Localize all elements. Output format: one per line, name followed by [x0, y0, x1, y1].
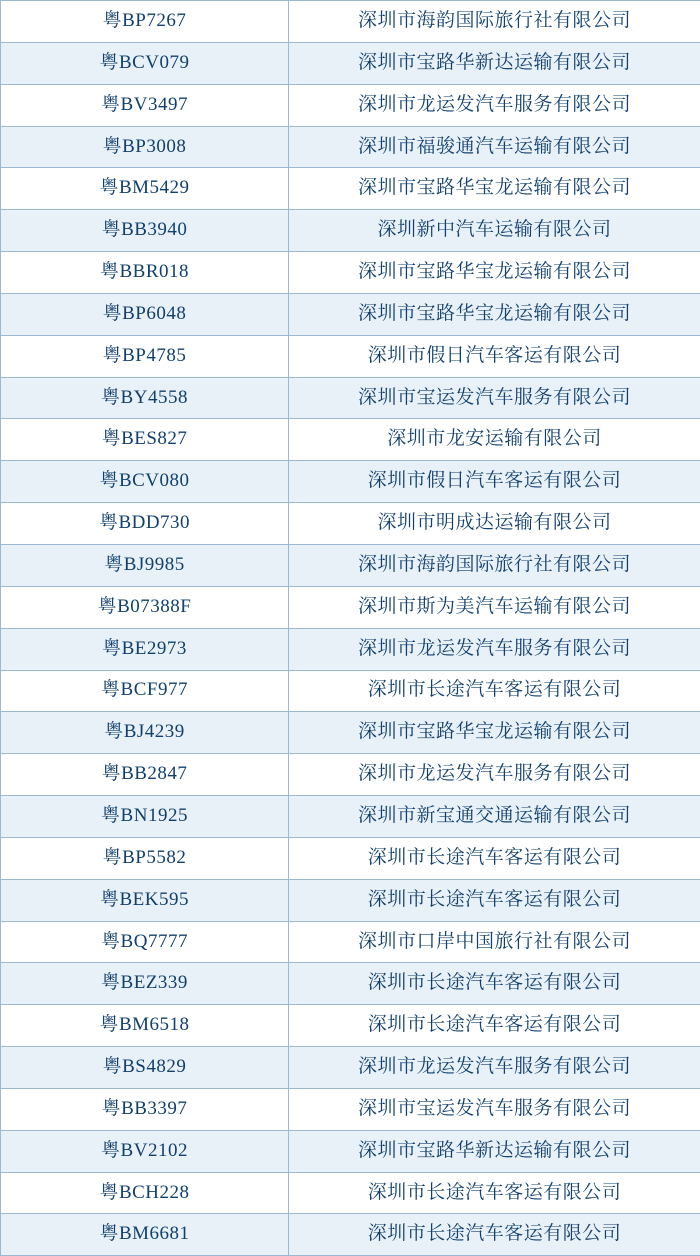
plate-number-cell: 粤BJ9985 — [1, 544, 289, 586]
company-name-cell: 深圳市宝运发汽车服务有限公司 — [289, 1088, 700, 1130]
table-row — [1, 712, 700, 754]
company-name-cell: 深圳新中汽车运输有限公司 — [289, 210, 700, 252]
table-row — [1, 42, 700, 84]
plate-number-cell: 粤BES827 — [1, 419, 289, 461]
table-row — [1, 754, 700, 796]
plate-number-cell: 粤BM5429 — [1, 168, 289, 210]
plate-number-cell: 粤BY4558 — [1, 377, 289, 419]
company-name-cell: 深圳市龙运发汽车服务有限公司 — [289, 628, 700, 670]
table-row — [1, 1214, 700, 1256]
table-row — [1, 252, 700, 294]
plate-number-cell: 粤BV3497 — [1, 84, 289, 126]
plate-number-cell: 粤BP5582 — [1, 837, 289, 879]
plate-number-cell: 粤BE2973 — [1, 628, 289, 670]
table-row — [1, 544, 700, 586]
table-row — [1, 670, 700, 712]
table-row — [1, 1047, 700, 1089]
plate-number-cell: 粤BEZ339 — [1, 963, 289, 1005]
company-name-cell: 深圳市假日汽车客运有限公司 — [289, 461, 700, 503]
company-name-cell: 深圳市口岸中国旅行社有限公司 — [289, 921, 700, 963]
plate-number-cell: 粤BN1925 — [1, 796, 289, 838]
company-name-cell: 深圳市长途汽车客运有限公司 — [289, 1005, 700, 1047]
company-name-cell: 深圳市长途汽车客运有限公司 — [289, 963, 700, 1005]
plate-number-cell: 粤BB3397 — [1, 1088, 289, 1130]
table-row — [1, 1172, 700, 1214]
table-row — [1, 837, 700, 879]
plate-number-cell: 粤BP3008 — [1, 126, 289, 168]
company-name-cell: 深圳市长途汽车客运有限公司 — [289, 1172, 700, 1214]
table-row — [1, 503, 700, 545]
plate-number-cell: 粤BM6518 — [1, 1005, 289, 1047]
company-name-cell: 深圳市海韵国际旅行社有限公司 — [289, 1, 700, 43]
plate-number-cell: 粤BBR018 — [1, 252, 289, 294]
table-row — [1, 461, 700, 503]
plate-number-cell: 粤BCV080 — [1, 461, 289, 503]
plate-number-cell: 粤BM6681 — [1, 1214, 289, 1256]
table-row — [1, 293, 700, 335]
table-row — [1, 335, 700, 377]
table-row — [1, 586, 700, 628]
company-name-cell: 深圳市长途汽车客运有限公司 — [289, 879, 700, 921]
table-row — [1, 921, 700, 963]
table-body — [1, 1, 700, 1256]
plate-number-cell: 粤BP7267 — [1, 1, 289, 43]
table-row — [1, 963, 700, 1005]
table-row — [1, 879, 700, 921]
company-name-cell: 深圳市宝路华宝龙运输有限公司 — [289, 712, 700, 754]
plate-number-cell: 粤BCF977 — [1, 670, 289, 712]
table-row — [1, 628, 700, 670]
table-row — [1, 1, 700, 43]
table-row — [1, 1088, 700, 1130]
plate-number-cell: 粤BS4829 — [1, 1047, 289, 1089]
company-name-cell: 深圳市长途汽车客运有限公司 — [289, 670, 700, 712]
company-name-cell: 深圳市明成达运输有限公司 — [289, 503, 700, 545]
plate-number-cell: 粤B07388F — [1, 586, 289, 628]
company-name-cell: 深圳市长途汽车客运有限公司 — [289, 1214, 700, 1256]
table-row — [1, 168, 700, 210]
company-name-cell: 深圳市宝路华新达运输有限公司 — [289, 42, 700, 84]
plate-number-cell: 粤BQ7777 — [1, 921, 289, 963]
table-row — [1, 419, 700, 461]
table-row — [1, 377, 700, 419]
company-name-cell: 深圳市海韵国际旅行社有限公司 — [289, 544, 700, 586]
company-name-cell: 深圳市宝路华宝龙运输有限公司 — [289, 293, 700, 335]
company-name-cell: 深圳市斯为美汽车运输有限公司 — [289, 586, 700, 628]
company-name-cell: 深圳市龙运发汽车服务有限公司 — [289, 754, 700, 796]
plate-number-cell: 粤BP6048 — [1, 293, 289, 335]
company-name-cell: 深圳市新宝通交通运输有限公司 — [289, 796, 700, 838]
plate-number-cell: 粤BJ4239 — [1, 712, 289, 754]
table-row — [1, 126, 700, 168]
company-name-cell: 深圳市宝运发汽车服务有限公司 — [289, 377, 700, 419]
table-row — [1, 1130, 700, 1172]
table-row — [1, 1005, 700, 1047]
company-name-cell: 深圳市宝路华宝龙运输有限公司 — [289, 168, 700, 210]
company-name-cell: 深圳市长途汽车客运有限公司 — [289, 837, 700, 879]
company-name-cell: 深圳市宝路华新达运输有限公司 — [289, 1130, 700, 1172]
plate-number-cell: 粤BEK595 — [1, 879, 289, 921]
company-name-cell: 深圳市龙安运输有限公司 — [289, 419, 700, 461]
table-row — [1, 796, 700, 838]
table-row — [1, 210, 700, 252]
plate-number-cell: 粤BDD730 — [1, 503, 289, 545]
company-name-cell: 深圳市龙运发汽车服务有限公司 — [289, 1047, 700, 1089]
plate-number-cell: 粤BB2847 — [1, 754, 289, 796]
plate-number-cell: 粤BP4785 — [1, 335, 289, 377]
company-name-cell: 深圳市假日汽车客运有限公司 — [289, 335, 700, 377]
plate-number-cell: 粤BCV079 — [1, 42, 289, 84]
plate-number-cell: 粤BB3940 — [1, 210, 289, 252]
plate-number-cell: 粤BCH228 — [1, 1172, 289, 1214]
company-name-cell: 深圳市福骏通汽车运输有限公司 — [289, 126, 700, 168]
company-name-cell: 深圳市宝路华宝龙运输有限公司 — [289, 252, 700, 294]
table-row — [1, 84, 700, 126]
company-name-cell: 深圳市龙运发汽车服务有限公司 — [289, 84, 700, 126]
plate-number-cell: 粤BV2102 — [1, 1130, 289, 1172]
